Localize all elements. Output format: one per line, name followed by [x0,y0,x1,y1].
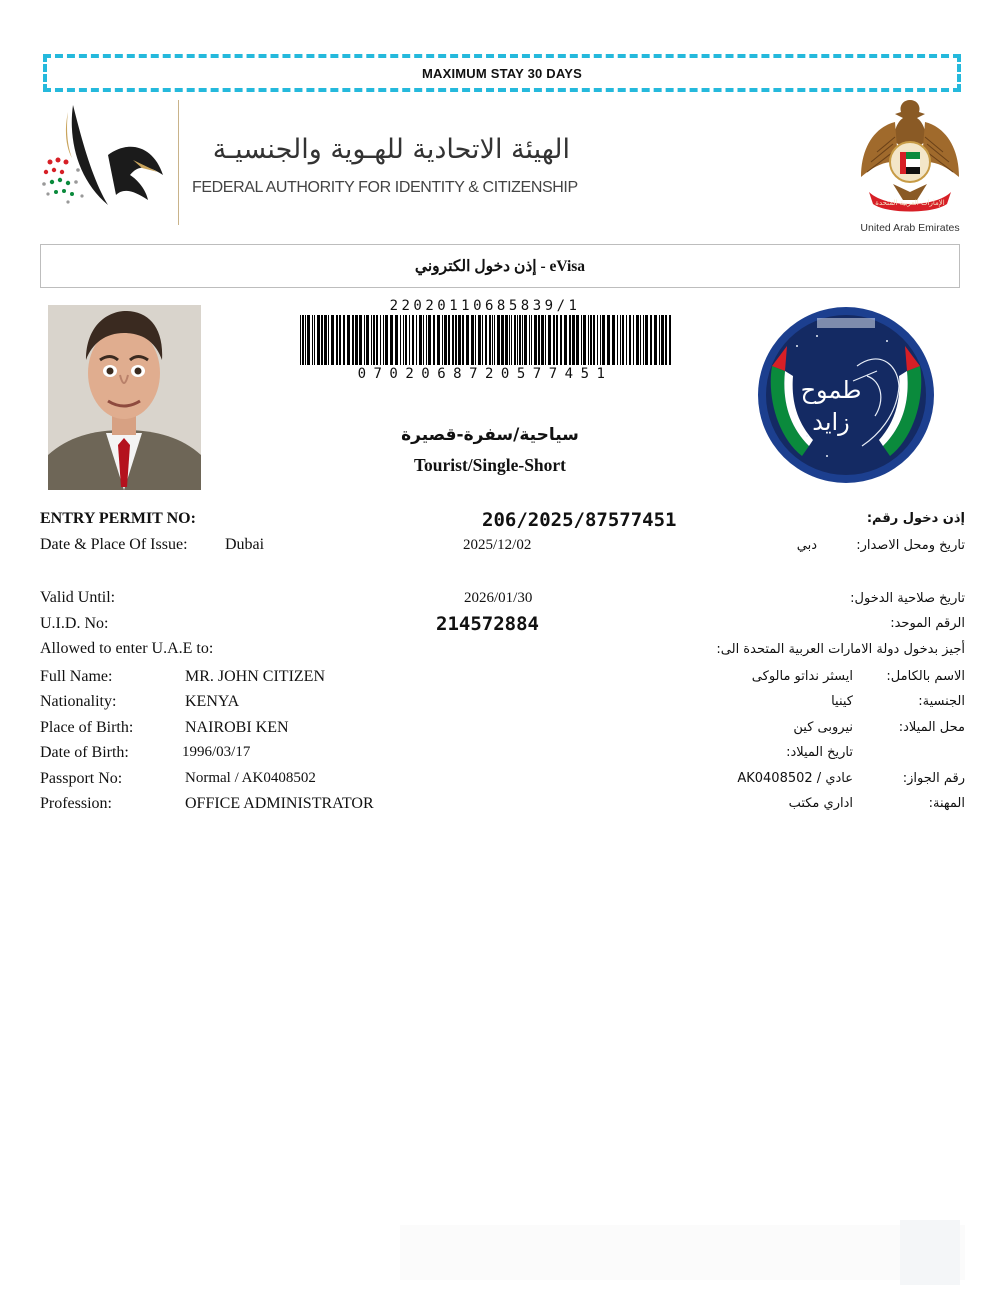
barcode-bar [534,315,537,365]
valid-date: 2026/01/30 [464,590,533,606]
barcode-bar [385,315,388,365]
barcode-bar [669,315,671,365]
nationality-label-arabic: الجنسية: [918,694,965,709]
barcode-bar [529,315,530,365]
barcode-bar [560,315,562,365]
barcode-bar [437,315,440,365]
barcode-bar [426,315,427,365]
barcode-bar [359,315,362,365]
barcode-bar [519,315,521,365]
barcode-bar [569,315,571,365]
barcode-bar [405,315,407,365]
barcode-bar [583,315,586,365]
profession-label: Profession: [40,795,112,812]
barcode-bar [626,315,627,365]
uid-number: 214572884 [436,613,539,635]
barcode-bar [640,315,641,365]
barcode-bar [538,315,540,365]
barcode-bar [462,315,464,365]
barcode-bar [448,315,450,365]
barcode-bar [317,315,320,365]
barcode-bar [302,315,304,365]
barcode-bar [478,315,481,365]
birth-date-label-arabic: تاريخ الميلاد: [786,745,853,760]
barcode-bar [324,315,327,365]
barcode-bar [612,315,615,365]
barcode-bar [376,315,378,365]
barcode-bar [321,315,323,365]
barcode-bar [645,315,648,365]
barcode-bar [482,315,483,365]
header-divider [178,100,179,225]
barcode-bar [428,315,431,365]
barcode-bar [597,315,598,365]
passport-arabic: عادي / AK0408502 [737,771,853,786]
barcode-bar [458,315,461,365]
barcode-bottom-number: 0702068720577451 [357,366,613,382]
barcode-bar [400,315,401,365]
barcode-bar [343,315,345,365]
barcode-bar [509,315,510,365]
permit-label-arabic: إذن دخول رقم: [866,511,965,526]
barcode-bar [643,315,644,365]
uid-label-arabic: الرقم الموحد: [890,616,965,631]
barcode-bar [416,315,417,365]
barcode-bar [366,315,369,365]
barcode-bar [364,315,365,365]
barcode-bar [355,315,358,365]
barcode-bar [409,315,410,365]
barcode-bar [501,315,504,365]
barcode-bar [622,315,624,365]
barcode-bar [331,315,334,365]
barcode-bar [442,315,443,365]
barcode-bar [390,315,393,365]
barcode-bar [497,315,500,365]
nationality-value: KENYA [185,693,240,710]
passport-value: Normal / AK0408502 [185,770,316,786]
barcode-bar [541,315,544,365]
max-stay-banner [43,54,961,92]
barcode-bar [629,315,631,365]
barcode-bar [371,315,372,365]
barcode-bar [412,315,414,365]
barcode-bar [553,315,555,365]
barcode-bar [531,315,532,365]
issue-label-arabic: تاريخ ومحل الاصدار: [856,538,965,553]
barcode-bar [380,315,381,365]
barcode-bar [650,315,652,365]
barcode-bar [593,315,595,365]
profession-value: OFFICE ADMINISTRATOR [185,795,374,812]
allowed-label: Allowed to enter U.A.E to: [40,640,214,657]
barcode-bar [475,315,476,365]
barcode-bar [328,315,329,365]
barcode-bar [511,315,512,365]
holder-photo [48,305,201,490]
barcode-bar [602,315,605,365]
nationality-label: Nationality: [40,693,117,710]
full-name-label-arabic: الاسم بالكامل: [886,669,965,684]
birth-place-label-arabic: محل الميلاد: [898,720,965,735]
barcode-bar [659,315,660,365]
barcode-bar [444,315,447,365]
barcode-bar [556,315,558,365]
allowed-label-arabic: أجيز بدخول دولة الامارات العربية المتحدة الى: [716,642,965,657]
barcode-bar [373,315,375,365]
barcode-bar [305,315,306,365]
evisa-title: إذن دخول الكتروني - eVisa [414,257,586,275]
barcode-bar [590,315,592,365]
barcode-bar [395,315,398,365]
profession-arabic: اداري مكتب [788,796,853,811]
nationality-arabic: كينيا [831,694,853,709]
barcode-bar [307,315,310,365]
barcode-bar [665,315,667,365]
visa-type-arabic: سياحية/سفرة-قصيرة [401,425,579,445]
barcode-bar [452,315,454,365]
full-name-arabic: ايسثر نداتو مالوكى [751,669,853,684]
full-name-value: MR. JOHN CITIZEN [185,668,325,685]
barcode-bar [581,315,582,365]
badge-text-line2: زايد [812,408,850,436]
barcode-bar [617,315,618,365]
max-stay-text: MAXIMUM STAY 30 DAYS [421,65,583,81]
barcode-bar [352,315,354,365]
barcode-bar [494,315,495,365]
issue-place: Dubai [225,536,265,553]
barcode [300,315,672,365]
barcode-bar [576,315,579,365]
country-caption: United Arab Emirates [860,222,960,234]
barcode-bar [545,315,546,365]
barcode-bar [300,315,301,365]
issue-label: Date & Place Of Issue: [40,536,188,553]
barcode-bar [607,315,610,365]
barcode-bar [492,315,493,365]
barcode-bar [654,315,657,365]
barcode-bar [471,315,474,365]
barcode-bar [383,315,384,365]
issue-place-arabic: دبي [796,538,817,553]
barcode-bar [433,315,435,365]
emblem-arabic-text: الإمارات العربية المتحدة [875,199,945,207]
barcode-bar [347,315,350,365]
barcode-top-number: 22020110685839/1 [389,298,581,314]
barcode-bar [505,315,508,365]
barcode-bar [423,315,424,365]
birth-place-label: Place of Birth: [40,719,134,736]
barcode-bar [620,315,621,365]
faint-watermark [400,1215,965,1290]
permit-label: ENTRY PERMIT NO: [40,510,196,527]
barcode-bar [661,315,664,365]
authority-name-arabic: الهيئة الاتحادية للهـوية والجنسيـة [212,134,570,165]
barcode-bar [517,315,518,365]
birth-place-arabic: نيروبى كين [793,720,853,735]
barcode-bar [548,315,551,365]
barcode-bar [466,315,469,365]
barcode-bar [633,315,634,365]
birth-date-label: Date of Birth: [40,744,129,761]
barcode-bar [489,315,491,365]
birth-date-value: 1996/03/17 [182,744,251,760]
visa-type-english: Tourist/Single-Short [413,455,567,475]
profession-label-arabic: المهنة: [928,796,965,811]
portrait-image [48,305,201,490]
barcode-bar [588,315,589,365]
barcode-bar [419,315,422,365]
zayed-ambition-badge-icon [757,306,935,484]
barcode-bar [522,315,523,365]
badge-text-line1: طموح [800,376,862,404]
barcode-bar [485,315,487,365]
barcode-bar [314,315,315,365]
valid-label: Valid Until: [40,589,116,606]
permit-number: 206/2025/87577451 [482,509,677,531]
barcode-bar [312,315,313,365]
barcode-bar [564,315,567,365]
barcode-bar [455,315,457,365]
barcode-bar [600,315,601,365]
birth-place-value: NAIROBI KEN [185,719,289,736]
passport-label-arabic: رقم الجواز: [902,771,965,786]
passport-label: Passport No: [40,770,123,787]
uid-label: U.I.D. No: [40,615,109,632]
uae-eagle-emblem-icon [855,92,965,217]
barcode-bar [514,315,516,365]
barcode-bar [339,315,341,365]
authority-name-english: FEDERAL AUTHORITY FOR IDENTITY & CITIZENSHIP [192,179,578,196]
full-name-label: Full Name: [40,668,113,685]
barcode-bar [524,315,527,365]
evisa-title-box [40,244,960,288]
falcon-logo-icon [38,100,168,220]
issue-date: 2025/12/02 [463,537,532,553]
barcode-bar [403,315,404,365]
barcode-bar [336,315,338,365]
valid-label-arabic: تاريخ صلاحية الدخول: [850,591,965,606]
barcode-bar [636,315,639,365]
barcode-bar [572,315,575,365]
